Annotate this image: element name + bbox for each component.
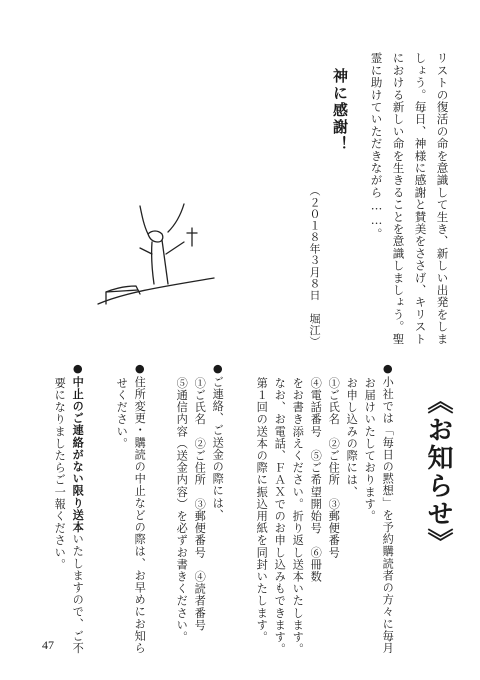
- body-text-line: における新しい命を生きることを意識しましょう。聖: [391, 52, 406, 345]
- date-signature: （２０１８年３月８日 堀江）: [308, 185, 321, 348]
- notice-line-last: [72, 362, 83, 654]
- notice-line: をお書き添えください。折り返し送本いたします。: [291, 377, 305, 656]
- notice-regular-text: いたしますので、ご不: [71, 533, 85, 655]
- notice-line: せください。: [115, 377, 129, 450]
- notice-line: なお、お電話、ＦＡＸでのお申し込みもできます。: [273, 377, 287, 656]
- notice-line: ⑤通信内容（送金内容）を必ずお書きください。: [175, 377, 189, 644]
- notice-title: 《お知らせ》: [423, 388, 453, 556]
- notice-line: 要になりましたらご一報ください。: [53, 377, 67, 571]
- notice-line: 第１回の送本の際に振込用紙を同封いたします。: [255, 377, 269, 644]
- notice-line: ●住所変更・購読の中止などの際は、お早めにお知ら: [133, 362, 147, 655]
- notice-line: お申し込みの際には、: [345, 377, 359, 498]
- notice-bold-text: ●中止のご連絡がない限り送本: [71, 362, 85, 534]
- notice-line: ●ご連絡、ご送金の際には、: [211, 362, 225, 522]
- notice-line: お届けいたしております。: [363, 377, 377, 523]
- risen-figure-illustration: [96, 200, 218, 310]
- section-heading: 神に感謝！: [331, 68, 349, 153]
- body-text-line: リストの復活の命を意識して生き、新しい出発をしま: [435, 52, 450, 345]
- page-number: 47: [42, 638, 54, 652]
- notice-line: ①ご氏名 ②ご住所 ③郵便番号 ④読者番号: [193, 377, 207, 632]
- notice-line: ①ご氏名 ②ご住所 ③郵便番号: [327, 377, 341, 559]
- notice-line: ●小社では「毎日の黙想」を予約購読者の方々に毎月: [381, 362, 395, 655]
- notice-line: ④電話番号 ⑤ご希望開始号 ⑥冊数: [309, 377, 323, 583]
- body-text-line: 霊に助けていただきながら……。: [369, 52, 384, 240]
- body-text-line: しょう。毎日、神様に感謝と賛美をささげ、キリスト: [413, 52, 428, 345]
